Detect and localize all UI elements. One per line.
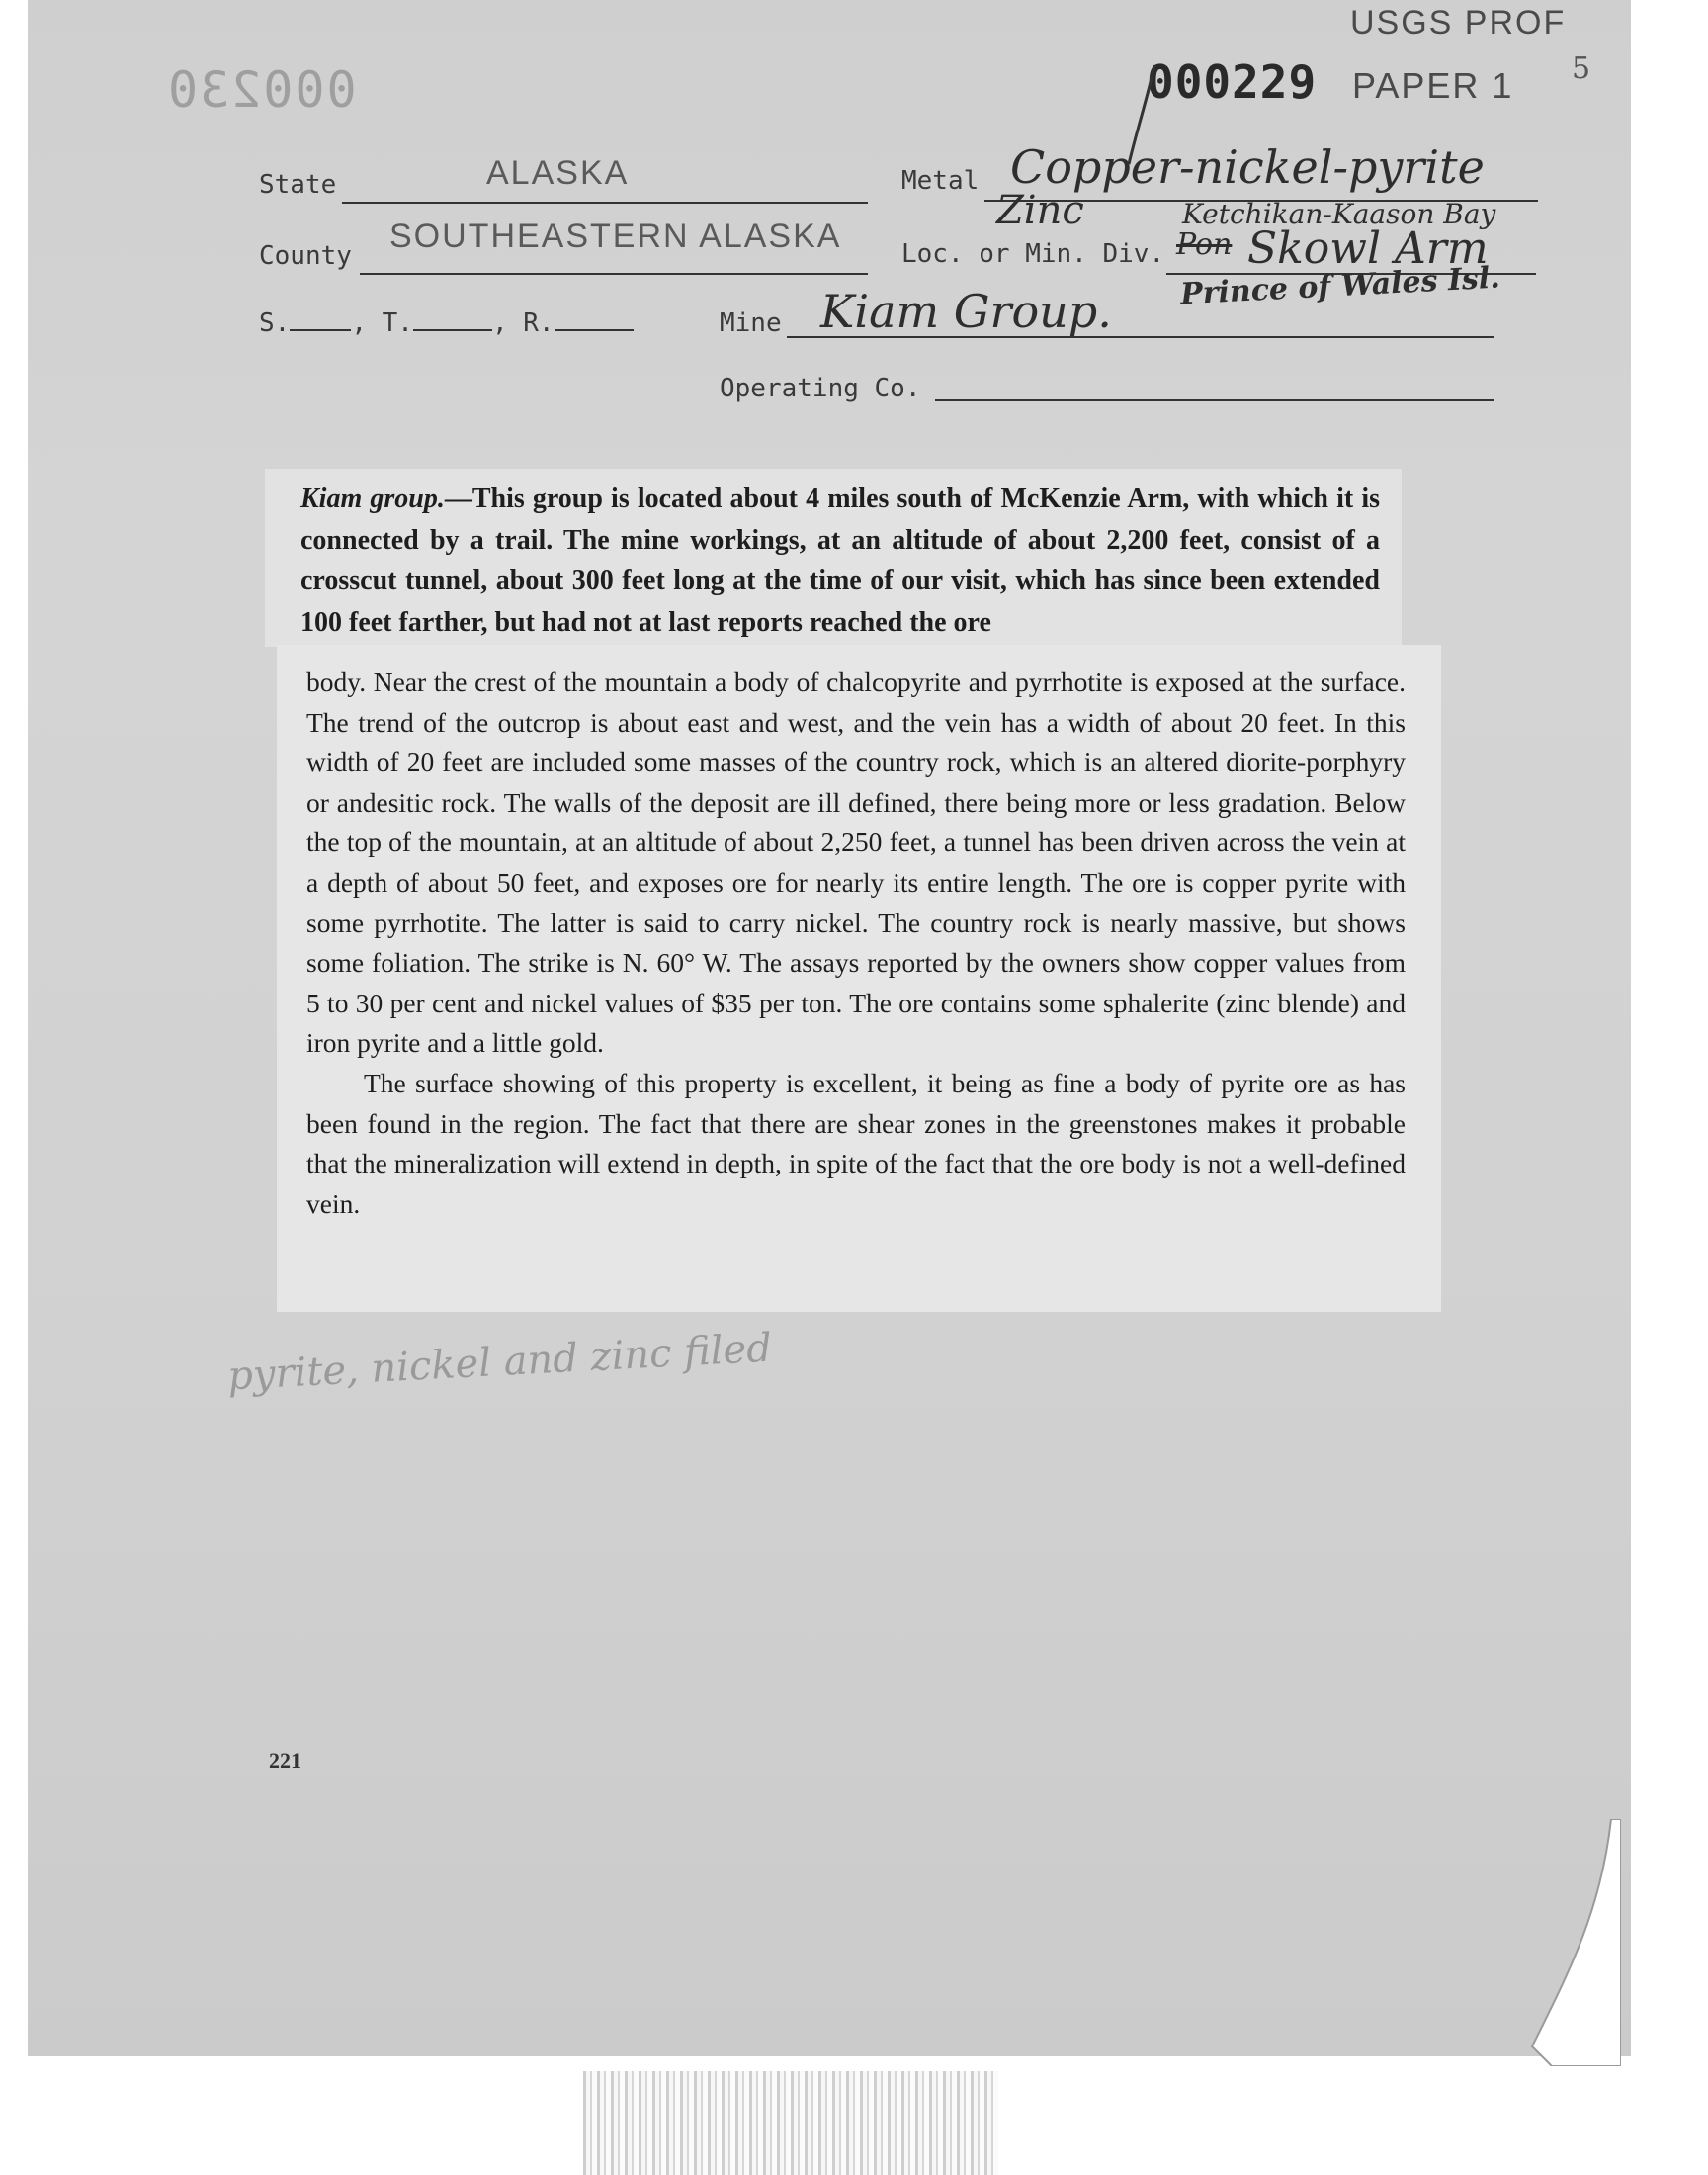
state-value: ALASKA <box>486 154 630 192</box>
state-line <box>342 202 868 204</box>
clipping-para2: The surface showing of this property is excellent, it being as fine a body of pyrite ore as has been found in the region. The fact that there are shear zones in the greenstones makes it probable that the mineralization will extend in depth, in spite of the fact that the ore body is not a well-defined vein. <box>306 1067 1406 1219</box>
loc-value-bottom: Prince of Wales Isl. <box>1179 260 1501 312</box>
clipping-bottom <box>277 645 1441 1312</box>
page-curl <box>1512 1819 1621 2066</box>
ghost-number: 000230 <box>166 61 357 119</box>
loc-value-struck: Pon <box>1176 227 1233 262</box>
s-label: S. <box>259 308 291 338</box>
metal-value-2: Zinc <box>996 188 1084 233</box>
metal-label: Metal <box>901 166 980 196</box>
page-number: 221 <box>269 1748 301 1773</box>
mine-line <box>787 336 1494 338</box>
r-label: , R. <box>491 308 555 338</box>
clipping-top <box>265 469 1402 647</box>
s-blank <box>290 329 351 331</box>
operating-label: Operating Co. <box>720 374 921 403</box>
operating-line <box>935 399 1494 401</box>
county-value: SOUTHEASTERN ALASKA <box>389 218 842 255</box>
t-label: , T. <box>351 308 413 338</box>
page-mark: 5 <box>1572 51 1591 86</box>
str-fields <box>259 308 634 338</box>
loc-value: Skowl Arm <box>1247 223 1489 274</box>
state-label: State <box>259 170 337 200</box>
clipping-para1-rest: body. Near the crest of the mountain a body of chalcopyrite and pyrrhotite is exposed at the surface. The trend of the outcrop is about east and west, and the vein has a width of about 20 feet. In this width of 20 feet are included some masses of the country rock, which is an altered diorite-porphyry or andesitic rock. The walls of the deposit are ill defined, there being more or less gradation. Below the top of the mountain, at an altitude of about 2,250 feet, a tunnel has been driven across the vein at a depth of about 50 feet, and exposes ore for nearly its entire length. The ore is copper pyrite with some pyrrhotite. The latter is said to carry nickel. The country rock is nearly massive, but shows some foliation. The strike is N. 60° W. The assays reported by the owners show copper values from 5 to 30 per cent and nickel values of $35 per ton. The ore contains some sphalerite (zinc blende) and iron pyrite and a little gold. <box>306 666 1406 1059</box>
t-blank <box>413 329 492 331</box>
clipping-para1-top: —This group is located about 4 miles south of McKenzie Arm, with which it is connected by a trail. The mine workings, at an altitude of about 2,200 feet, consist of a crosscut tunnel, about 300 feet long at the time of our visit, which has since been extended 100 feet farther, but had not at last reports reached the ore <box>300 483 1380 638</box>
clipping-lead: Kiam group. <box>300 483 445 514</box>
loc-label: Loc. or Min. Div. <box>901 239 1165 269</box>
r-blank <box>555 329 634 331</box>
handwritten-note: pyrite, nickel and zinc filed <box>226 1325 773 1400</box>
loc-value-top: Ketchikan-Kaason Bay <box>1182 198 1496 230</box>
mine-label: Mine <box>720 308 782 338</box>
mine-value: Kiam Group. <box>820 285 1112 338</box>
paper-stamp: PAPER 1 <box>1352 65 1514 106</box>
metal-value: Copper-nickel-pyrite <box>1010 140 1485 194</box>
document-number: 000229 <box>1147 55 1318 109</box>
series-stamp: USGS PROF <box>1350 4 1567 42</box>
county-line <box>360 273 868 275</box>
scan-artifact <box>583 2071 998 2175</box>
county-label: County <box>259 241 352 271</box>
